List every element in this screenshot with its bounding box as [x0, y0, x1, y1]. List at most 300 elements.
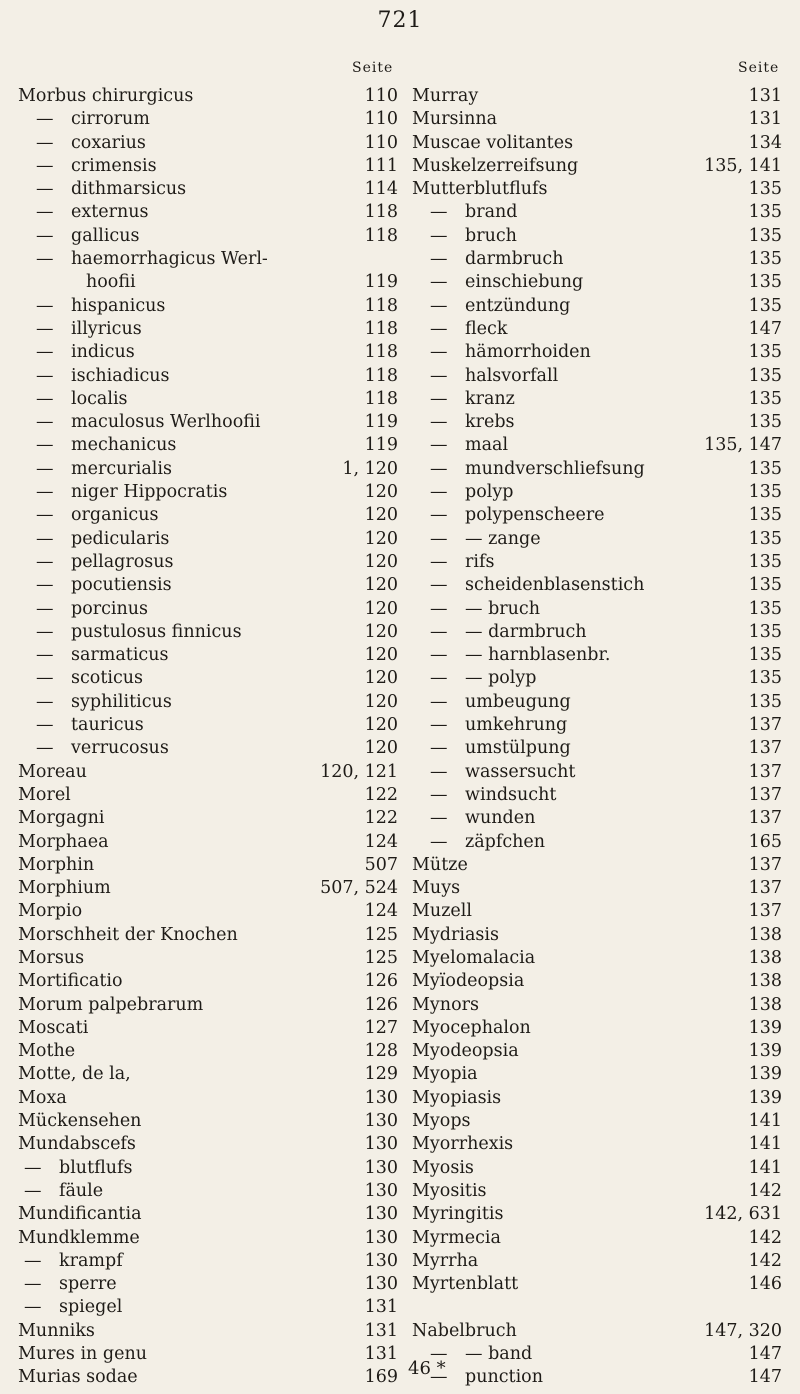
signature-mark: 46 *	[408, 1358, 446, 1379]
index-pages: 169	[364, 1367, 398, 1388]
index-pages: 120	[364, 621, 398, 642]
index-term: — tauricus	[36, 715, 144, 736]
index-term: Murias sodae	[18, 1367, 138, 1388]
index-entry	[18, 667, 398, 690]
index-pages: 137	[748, 715, 782, 736]
index-pages: 131	[364, 1344, 398, 1365]
index-term: — — polyp	[430, 668, 537, 689]
index-term: — porcinus	[36, 598, 149, 619]
index-column-left	[18, 85, 398, 1390]
index-entry	[18, 1063, 398, 1086]
seite-label-right: Seite	[738, 60, 780, 76]
index-term: — localis	[36, 388, 128, 409]
index-entry	[412, 1250, 782, 1273]
index-pages: 130	[364, 1250, 398, 1271]
index-pages: 122	[364, 784, 398, 805]
index-entry	[412, 388, 782, 411]
index-pages: 146	[748, 1274, 782, 1295]
index-pages: 122	[364, 808, 398, 829]
index-term: Morphin	[18, 854, 95, 875]
index-term: — bruch	[430, 225, 517, 246]
index-entry	[18, 807, 398, 830]
index-pages: 165	[748, 831, 782, 852]
index-pages: 120	[364, 551, 398, 572]
index-pages: 120	[364, 691, 398, 712]
index-pages: 126	[364, 994, 398, 1015]
index-pages: 128	[364, 1041, 398, 1062]
index-pages: 507, 524	[320, 878, 398, 899]
index-term: Mückensehen	[18, 1111, 142, 1132]
index-entry	[18, 178, 398, 201]
index-entry	[412, 318, 782, 341]
index-entry	[18, 877, 398, 900]
index-entry	[18, 411, 398, 434]
index-entry	[18, 714, 398, 737]
index-term: Muys	[412, 878, 461, 899]
index-entry	[412, 132, 782, 155]
index-entry	[412, 248, 782, 271]
index-pages: 126	[364, 971, 398, 992]
index-entry	[412, 155, 782, 178]
index-pages: 130	[364, 1134, 398, 1155]
index-pages: 139	[748, 1017, 782, 1038]
index-pages: 114	[364, 179, 398, 200]
index-term: — pedicularis	[36, 528, 170, 549]
index-pages: 137	[748, 784, 782, 805]
index-term: Morpio	[18, 901, 83, 922]
index-term: — — darmbruch	[430, 621, 587, 642]
index-entry	[412, 1366, 782, 1389]
index-pages: 131	[748, 109, 782, 130]
index-term: Myïodeopsia	[412, 971, 525, 992]
index-pages: 135	[748, 621, 782, 642]
index-term: — entzündung	[430, 295, 571, 316]
index-term: Morsus	[18, 947, 85, 968]
index-entry	[412, 807, 782, 830]
index-pages: 130	[364, 1087, 398, 1108]
index-term: Myorrhexis	[412, 1134, 514, 1155]
index-pages: 118	[364, 388, 398, 409]
index-entry	[412, 201, 782, 224]
index-pages: 139	[748, 1064, 782, 1085]
index-term: — windsucht	[430, 784, 557, 805]
index-term: — scoticus	[36, 668, 143, 689]
index-term: — niger Hippocratis	[36, 482, 228, 503]
index-pages: 1, 120	[342, 458, 398, 479]
index-term: — sarmaticus	[36, 645, 169, 666]
index-entry	[18, 551, 398, 574]
index-pages: 110	[364, 86, 398, 106]
index-term: — wassersucht	[430, 761, 576, 782]
index-term: — zäpfchen	[430, 831, 546, 852]
index-entry	[18, 994, 398, 1017]
index-entry	[412, 1273, 782, 1296]
index-pages: 141	[748, 1157, 782, 1178]
index-term: — gallicus	[36, 225, 140, 246]
index-term: Myelomalacia	[412, 947, 536, 968]
index-pages: 142	[748, 1250, 782, 1271]
index-pages: 135	[748, 505, 782, 526]
index-entry	[412, 365, 782, 388]
index-entry	[412, 1296, 782, 1319]
index-pages: 141	[748, 1134, 782, 1155]
index-pages: 139	[748, 1041, 782, 1062]
index-pages: 142	[748, 1180, 782, 1201]
index-entry	[18, 85, 398, 108]
index-pages: 147	[748, 1344, 782, 1365]
index-pages: 135	[748, 458, 782, 479]
index-entry	[412, 947, 782, 970]
index-entry	[412, 481, 782, 504]
index-entry	[412, 271, 782, 294]
index-entry	[412, 714, 782, 737]
index-entry	[412, 1017, 782, 1040]
seite-label-left: Seite	[352, 60, 394, 76]
index-pages: 120, 121	[320, 761, 398, 782]
index-term: — polyp	[430, 482, 514, 503]
index-term: Myringitis	[412, 1204, 504, 1225]
index-pages: 119	[364, 435, 398, 456]
index-term: Myrrha	[412, 1250, 479, 1271]
index-pages: 147	[748, 1367, 782, 1388]
index-entry	[18, 458, 398, 481]
index-term: Mütze	[412, 854, 468, 875]
index-entry	[412, 551, 782, 574]
index-entry	[412, 1133, 782, 1156]
index-entry	[412, 854, 782, 877]
index-pages: 120	[364, 598, 398, 619]
index-entry	[412, 924, 782, 947]
index-pages: 137	[748, 878, 782, 899]
index-entry	[412, 1180, 782, 1203]
index-pages: 135	[748, 551, 782, 572]
index-pages: 130	[364, 1204, 398, 1225]
index-pages: 130	[364, 1227, 398, 1248]
index-entry	[412, 1063, 782, 1086]
index-entry	[18, 831, 398, 854]
index-term: — wunden	[430, 808, 536, 829]
index-entry	[18, 761, 398, 784]
index-pages: 125	[364, 947, 398, 968]
index-entry	[412, 970, 782, 993]
index-pages: 119	[364, 412, 398, 433]
index-entry	[18, 201, 398, 224]
index-term: — polypenscheere	[430, 505, 605, 526]
index-pages: 135	[748, 598, 782, 619]
index-entry	[18, 1366, 398, 1389]
index-entry	[412, 994, 782, 1017]
index-term: — syphiliticus	[36, 691, 172, 712]
index-term: Moxa	[18, 1087, 67, 1108]
index-term: — ischiadicus	[36, 365, 170, 386]
index-pages: 119	[364, 272, 398, 293]
index-term: — — bruch	[430, 598, 540, 619]
index-pages: 118	[364, 225, 398, 246]
index-entry	[412, 178, 782, 201]
index-pages: 135	[748, 412, 782, 433]
index-term: — — band	[430, 1344, 533, 1365]
index-entry	[18, 108, 398, 131]
index-pages: 135	[748, 202, 782, 223]
index-term: — maculosus Werlhoofii	[36, 412, 261, 433]
index-pages: 142, 631	[704, 1204, 782, 1225]
index-term: — mechanicus	[36, 435, 177, 456]
index-term: — indicus	[36, 342, 135, 363]
index-term: Mundklemme	[18, 1227, 140, 1248]
index-entry	[18, 644, 398, 667]
index-term: Moscati	[18, 1017, 89, 1038]
index-entry	[412, 528, 782, 551]
index-pages: 120	[364, 715, 398, 736]
index-entry	[18, 1087, 398, 1110]
index-entry	[412, 761, 782, 784]
index-entry	[18, 1250, 398, 1273]
index-term: Munniks	[18, 1320, 95, 1341]
index-pages: 135	[748, 575, 782, 596]
index-term: Mothe	[18, 1041, 76, 1062]
index-term: — — zange	[430, 528, 541, 549]
index-pages: 135	[748, 528, 782, 549]
index-entry	[412, 341, 782, 364]
index-term: Muzell	[412, 901, 472, 922]
index-pages: 120	[364, 575, 398, 596]
index-term: Murray	[412, 86, 479, 106]
index-entry	[412, 1087, 782, 1110]
index-entry	[18, 1227, 398, 1250]
index-term: Muskelzerreifsung	[412, 155, 579, 176]
index-pages: 507	[364, 854, 398, 875]
index-pages: 138	[748, 924, 782, 945]
index-entry	[412, 458, 782, 481]
index-entry	[412, 411, 782, 434]
index-term: Myosis	[412, 1157, 474, 1178]
index-entry	[412, 598, 782, 621]
index-term: Morphaea	[18, 831, 109, 852]
index-term: — halsvorfall	[430, 365, 559, 386]
index-pages: 138	[748, 994, 782, 1015]
index-pages: 147, 320	[704, 1320, 782, 1341]
index-pages: 125	[364, 924, 398, 945]
index-entry	[18, 481, 398, 504]
index-pages: 130	[364, 1180, 398, 1201]
index-term: Mundificantia	[18, 1204, 142, 1225]
index-term: Myops	[412, 1111, 471, 1132]
index-term: — — harnblasenbr.	[430, 645, 611, 666]
index-entry	[412, 108, 782, 131]
index-term: — fleck	[430, 318, 508, 339]
index-term: — cirrorum	[36, 109, 150, 130]
index-term: Mutterblutflufs	[412, 179, 548, 200]
index-term: — mercurialis	[36, 458, 172, 479]
index-pages: 137	[748, 901, 782, 922]
index-pages: 138	[748, 971, 782, 992]
index-entry	[412, 1320, 782, 1343]
index-pages: 124	[364, 901, 398, 922]
index-pages: 135, 147	[704, 435, 782, 456]
index-term: Morbus chirurgicus	[18, 86, 194, 106]
index-term: hoofii	[86, 272, 136, 293]
index-pages: 127	[364, 1017, 398, 1038]
index-entry	[18, 1157, 398, 1180]
index-term: — fäule	[24, 1180, 104, 1201]
index-entry	[18, 598, 398, 621]
index-term: Nabelbruch	[412, 1320, 517, 1341]
index-entry	[412, 877, 782, 900]
index-pages: 110	[364, 109, 398, 130]
index-pages: 137	[748, 761, 782, 782]
index-term: — umbeugung	[430, 691, 571, 712]
index-term: Mortificatio	[18, 971, 123, 992]
index-pages: 118	[364, 342, 398, 363]
index-pages: 137	[748, 808, 782, 829]
index-entry	[18, 784, 398, 807]
index-pages: 131	[364, 1297, 398, 1318]
index-pages: 135, 141	[704, 155, 782, 176]
index-entry	[412, 295, 782, 318]
index-entry	[412, 1343, 782, 1366]
index-pages: 135	[748, 691, 782, 712]
index-entry	[18, 1017, 398, 1040]
index-entry	[18, 271, 398, 294]
index-entry	[18, 737, 398, 760]
index-term: — maal	[430, 435, 509, 456]
index-pages: 111	[364, 155, 398, 176]
index-term: — rifs	[430, 551, 495, 572]
index-entry	[18, 970, 398, 993]
index-pages: 135	[748, 272, 782, 293]
index-term: — krebs	[430, 412, 515, 433]
index-entry	[412, 831, 782, 854]
index-pages: 118	[364, 202, 398, 223]
index-pages: 130	[364, 1111, 398, 1132]
index-pages: 118	[364, 365, 398, 386]
index-entry	[412, 1040, 782, 1063]
index-entry	[18, 1133, 398, 1156]
index-term: — sperre	[24, 1274, 117, 1295]
index-entry	[412, 667, 782, 690]
index-entry	[412, 504, 782, 527]
index-pages: 120	[364, 738, 398, 759]
index-term: Mynors	[412, 994, 479, 1015]
index-term: Myopiasis	[412, 1087, 502, 1108]
index-entry	[412, 85, 782, 108]
index-pages: 137	[748, 854, 782, 875]
index-term: — blutflufs	[24, 1157, 133, 1178]
index-pages: 135	[748, 668, 782, 689]
index-pages: 130	[364, 1274, 398, 1295]
index-pages: 138	[748, 947, 782, 968]
index-term: — crimensis	[36, 155, 157, 176]
index-entry	[412, 737, 782, 760]
index-pages: 110	[364, 132, 398, 153]
index-term: — coxarius	[36, 132, 146, 153]
index-pages: 131	[364, 1320, 398, 1341]
index-entry	[412, 621, 782, 644]
index-pages: 135	[748, 365, 782, 386]
index-term: Moreau	[18, 761, 87, 782]
index-term: — spiegel	[24, 1297, 123, 1318]
index-entry	[18, 691, 398, 714]
index-pages: 120	[364, 482, 398, 503]
index-term: — darmbruch	[430, 249, 564, 270]
index-entry	[412, 1110, 782, 1133]
index-term: Morgagni	[18, 808, 105, 829]
index-term: — krampf	[24, 1250, 123, 1271]
index-entry	[18, 900, 398, 923]
index-term: Myositis	[412, 1180, 487, 1201]
index-entry	[18, 365, 398, 388]
index-term: Myopia	[412, 1064, 478, 1085]
index-pages: 135	[748, 295, 782, 316]
index-entry	[18, 1320, 398, 1343]
index-entry	[18, 248, 398, 271]
index-entry	[18, 1203, 398, 1226]
index-entry	[412, 644, 782, 667]
index-term: Motte, de la,	[18, 1064, 131, 1085]
index-term: — umstülpung	[430, 738, 571, 759]
index-pages: 135	[748, 645, 782, 666]
index-term: Myodeopsia	[412, 1041, 519, 1062]
index-entry	[412, 225, 782, 248]
index-entry	[412, 1157, 782, 1180]
index-term: — punction	[430, 1367, 543, 1388]
index-term: — verrucosus	[36, 738, 169, 759]
index-entry	[18, 621, 398, 644]
index-term: — umkehrung	[430, 715, 568, 736]
index-pages: 124	[364, 831, 398, 852]
index-term: Morum palpebrarum	[18, 994, 204, 1015]
index-pages: 120	[364, 505, 398, 526]
index-term: — externus	[36, 202, 149, 223]
index-term: Myrtenblatt	[412, 1274, 519, 1295]
index-column-right	[412, 85, 782, 1390]
index-pages: 120	[364, 645, 398, 666]
index-term: — brand	[430, 202, 518, 223]
index-pages: 120	[364, 528, 398, 549]
index-entry	[18, 528, 398, 551]
index-pages: 147	[748, 318, 782, 339]
index-entry	[18, 1343, 398, 1366]
page-number: 721	[377, 8, 423, 33]
index-term: — hämorrhoiden	[430, 342, 591, 363]
index-pages: 137	[748, 738, 782, 759]
index-term: — scheidenblasenstich	[430, 575, 645, 596]
index-term: — dithmarsicus	[36, 179, 187, 200]
index-entry	[18, 434, 398, 457]
index-entry	[412, 784, 782, 807]
index-entry	[18, 318, 398, 341]
index-pages: 130	[364, 1157, 398, 1178]
index-entry	[18, 388, 398, 411]
index-term: Morschheit der Knochen	[18, 924, 238, 945]
index-entry	[18, 924, 398, 947]
index-entry	[18, 1296, 398, 1319]
index-pages: 142	[748, 1227, 782, 1248]
index-entry	[18, 947, 398, 970]
index-term: Morel	[18, 784, 71, 805]
index-entry	[18, 155, 398, 178]
index-entry	[412, 1227, 782, 1250]
index-pages: 134	[748, 132, 782, 153]
index-term: — mundverschliefsung	[430, 458, 645, 479]
index-pages: 118	[364, 295, 398, 316]
index-term: — pocutiensis	[36, 575, 172, 596]
index-term: — organicus	[36, 505, 159, 526]
index-entry	[18, 1040, 398, 1063]
index-term: Mursinna	[412, 109, 498, 130]
index-entry	[412, 900, 782, 923]
index-entry	[18, 854, 398, 877]
